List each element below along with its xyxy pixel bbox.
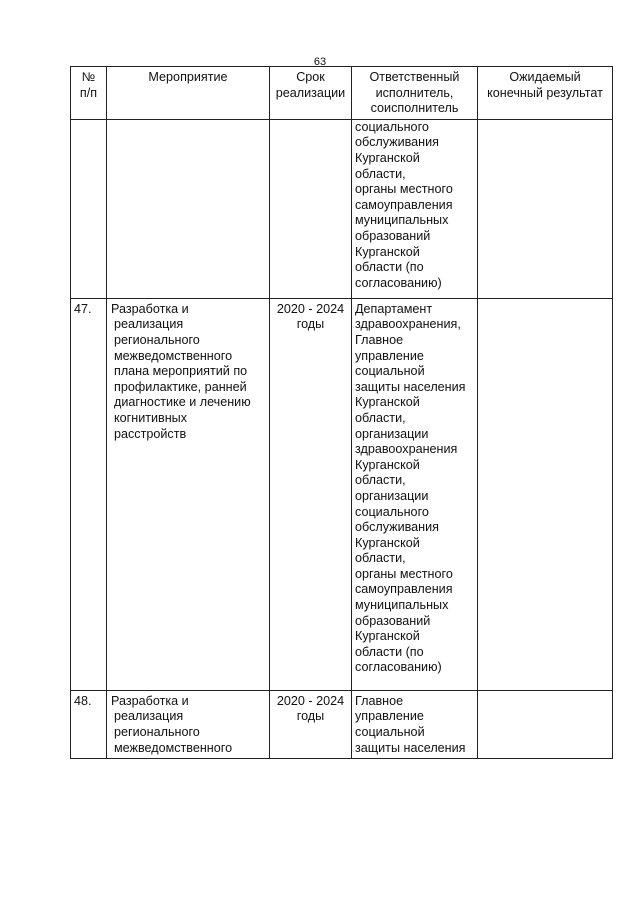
cell-text: области, (355, 473, 406, 488)
cell-text: обслуживания (355, 520, 439, 535)
cell-text: защиты населения (355, 740, 466, 755)
cell-text: социального (355, 504, 429, 519)
cell-text: социальной (355, 364, 425, 379)
measures-table (70, 66, 613, 759)
cell-text: здравоохранения, (355, 317, 461, 332)
cell-text: области, (355, 166, 406, 181)
cell-text: Курганской (355, 535, 420, 550)
cell-text: муниципальных (355, 213, 449, 228)
table-row (71, 690, 613, 758)
cell-result (478, 298, 613, 690)
cell-activity (107, 690, 270, 758)
cell-text: области (по (355, 644, 424, 659)
cell-result (478, 119, 613, 298)
cell-text: реализация (114, 317, 184, 332)
cell-activity (107, 119, 270, 298)
cell-text: годы (296, 709, 325, 724)
header-activity (107, 67, 270, 120)
cell-text: согласованию) (355, 660, 442, 675)
header-text: Ответственный (369, 70, 460, 84)
cell-text: реализация (114, 709, 184, 724)
cell-text: Курганской (355, 395, 420, 410)
cell-text: согласованию) (355, 275, 442, 290)
cell-text: самоуправления (355, 197, 453, 212)
cell-text: области, (355, 551, 406, 566)
cell-text: 2020 - 2024 (276, 301, 345, 316)
cell-text: диагностике и лечению (114, 395, 251, 410)
cell-text: управление (355, 709, 424, 724)
cell-text: управление (355, 348, 424, 363)
cell-text: межведомственного (114, 740, 233, 755)
cell-text: образований (355, 613, 431, 628)
header-text: п/п (79, 85, 98, 100)
cell-text: Разработка и (111, 693, 189, 708)
cell-text: Курганской (355, 150, 420, 165)
header-number (71, 67, 107, 120)
cell-text: когнитивных (114, 410, 188, 425)
cell-text: организации (355, 426, 429, 441)
cell-text: Курганской (355, 457, 420, 472)
cell-term (270, 119, 352, 298)
table-header-row (71, 67, 613, 120)
cell-text: Департамент (355, 301, 433, 316)
cell-text: 2020 - 2024 (276, 693, 345, 708)
header-result (478, 67, 613, 120)
cell-text: органы местного (355, 566, 453, 581)
cell-number (71, 119, 107, 298)
cell-responsible (352, 690, 478, 758)
cell-text: регионального (114, 332, 200, 347)
cell-text: обслуживания (355, 135, 439, 150)
cell-text: области, (355, 410, 406, 425)
cell-activity (107, 298, 270, 690)
cell-text: регионального (114, 724, 200, 739)
header-text: исполнитель, (375, 85, 454, 100)
page-number: 63 (313, 56, 327, 68)
header-responsible (352, 67, 478, 120)
header-text: конечный результат (487, 85, 603, 100)
header-text: Срок (296, 70, 325, 84)
cell-text: профилактике, ранней (114, 379, 247, 394)
header-term (270, 67, 352, 120)
cell-responsible (352, 119, 478, 298)
header-text: № (81, 70, 96, 84)
cell-number (71, 690, 107, 758)
cell-text: организации (355, 488, 429, 503)
cell-text: образований (355, 228, 431, 243)
header-text: Ожидаемый (509, 70, 581, 84)
cell-text: социальной (355, 724, 425, 739)
cell-responsible (352, 298, 478, 690)
cell-text: области (по (355, 260, 424, 275)
cell-text: годы (296, 317, 325, 332)
row-number: 48. (74, 693, 92, 708)
cell-text: расстройств (114, 426, 187, 441)
table-row-continued (71, 119, 613, 298)
cell-text: Главное (355, 693, 404, 708)
cell-text: плана мероприятий по (114, 364, 248, 379)
cell-text: Главное (355, 332, 404, 347)
table-row (71, 298, 613, 690)
cell-term (270, 690, 352, 758)
cell-text: Разработка и (111, 301, 189, 316)
cell-text: Курганской (355, 244, 420, 259)
row-number: 47. (74, 301, 92, 316)
cell-text: муниципальных (355, 598, 449, 613)
cell-result (478, 690, 613, 758)
cell-term (270, 298, 352, 690)
cell-text: межведомственного (114, 348, 233, 363)
header-text: реализации (275, 85, 346, 100)
cell-text: органы местного (355, 182, 453, 197)
cell-text: здравоохранения (355, 442, 458, 457)
cell-text: защиты населения (355, 379, 466, 394)
cell-number (71, 298, 107, 690)
header-text: соисполнитель (370, 101, 459, 116)
header-text: Мероприятие (148, 70, 228, 84)
cell-text: Курганской (355, 629, 420, 644)
cell-text: самоуправления (355, 582, 453, 597)
cell-text: социального (355, 119, 429, 134)
